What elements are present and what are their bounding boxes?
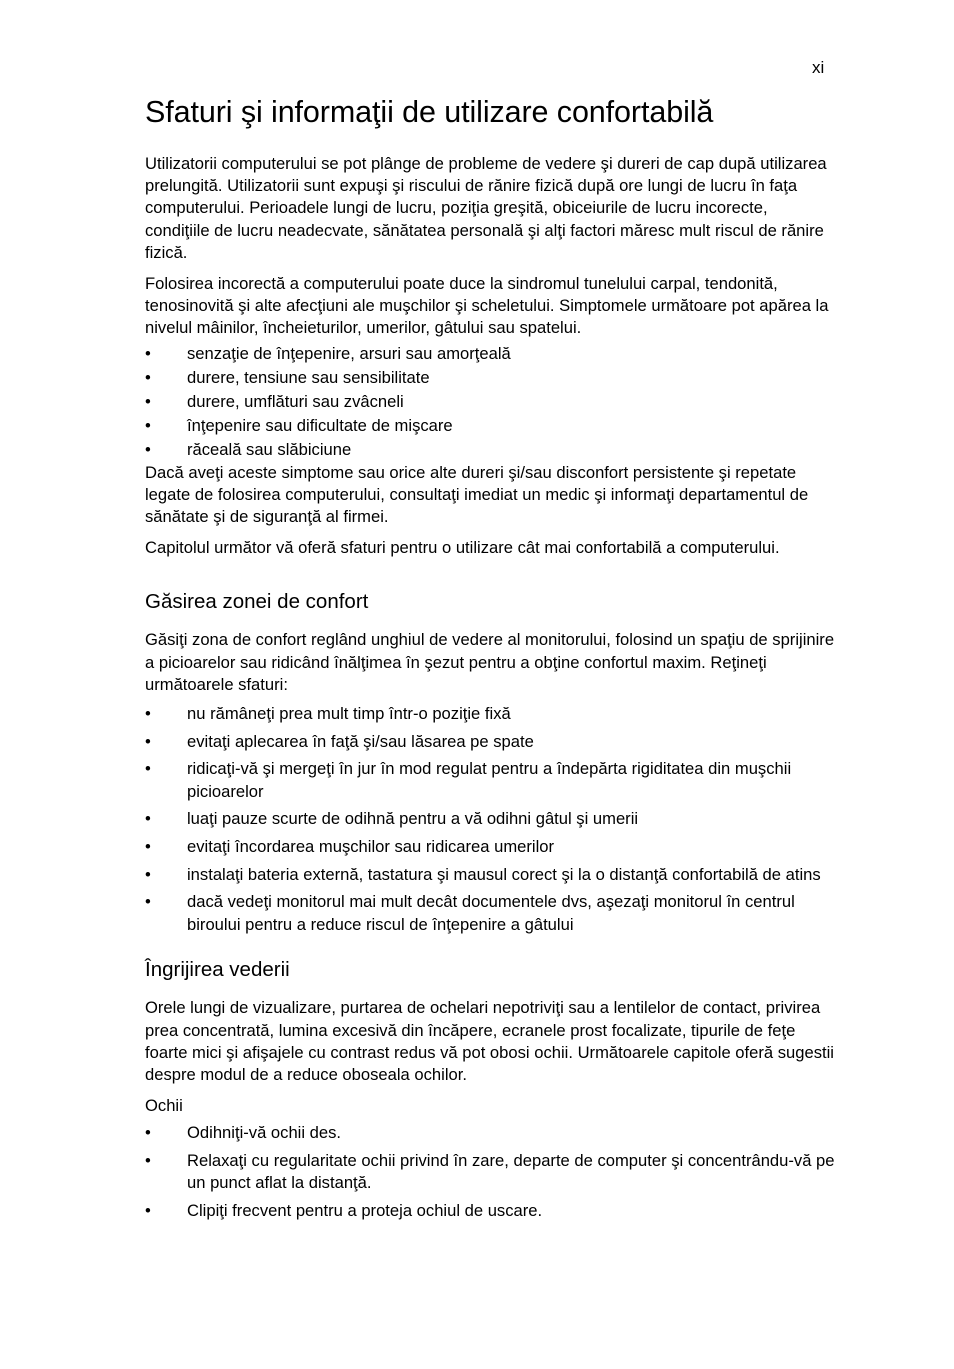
bullet-icon: • [145, 440, 151, 460]
page-number: xi [812, 58, 825, 77]
bullet-icon: • [145, 1201, 151, 1221]
bullet-icon: • [145, 731, 151, 751]
bullet-icon: • [145, 343, 151, 363]
list-item: • luaţi pauze scurte de odihnă pentru a vă odihni gâtul şi umerii [145, 808, 835, 830]
section-heading-vision: Îngrijirea vederii [145, 958, 290, 982]
bullet-icon: • [145, 759, 151, 779]
list-item: • Odihniţi-vă ochii des. [145, 1122, 835, 1144]
eye-tips-list [145, 1122, 835, 1222]
intro-paragraph-4: Capitolul următor vă oferă sfaturi pentru o utilizare cât mai confortabilă a computerului. [145, 538, 780, 558]
list-item: • durere, tensiune sau sensibilitate [145, 367, 835, 389]
section-heading-comfort: Găsirea zonei de confort [145, 590, 369, 614]
list-item: • răceală sau slăbiciune [145, 439, 835, 461]
list-item: • nu rămâneţi prea mult timp într-o poziţie fixă [145, 703, 835, 725]
list-item: • instalaţi bateria externă, tastatura şi mausul corect şi la o distanţă confortabilă de atins [145, 864, 835, 886]
vision-subheading: Ochii [145, 1096, 183, 1116]
bullet-icon: • [145, 837, 151, 857]
list-item: • ridicaţi-vă şi mergeţi în jur în mod regulat pentru a îndepărta rigiditatea din muşchii picioarelor [145, 759, 792, 801]
list-item: • evitaţi aplecarea în faţă şi/sau lăsarea pe spate [145, 731, 835, 753]
comfort-paragraph: Găsiţi zona de confort reglând unghiul de vedere al monitorului, folosind un spaţiu de sprijinire a picioarelor sau ridicând înălţimea în şezut pentru a obţine confortul maxim. Reţineţi următoarele sfaturi: [145, 630, 835, 694]
bullet-icon: • [145, 864, 151, 884]
intro-paragraph-2: Folosirea incorectă a computerului poate duce la sindromul tunelului carpal, tendonită, tenosinovită şi alte afecţiuni ale muşchilor şi scheletului. Simptomele următoare pot apărea la nivelul mâinilor, încheieturilor, umerilor, gâtului sau spatelui. [145, 274, 829, 338]
list-item: • dacă vedeţi monitorul mai mult decât documentele dvs, aşezaţi monitorul în centrul biroului pentru a reduce riscul de înţepenire a gâtului [145, 892, 795, 934]
bullet-icon: • [145, 704, 151, 724]
intro-paragraph-1: Utilizatorii computerului se pot plânge de probleme de vedere şi dureri de cap după utilizarea prelungită. Utilizatorii sunt expuşi şi riscului de rănire fizică după ore lungi de lucru în faţa computerului. Perioadele lungi de lucru, poziţia greşită, obiceiurile de lucru incorecte, condiţiile de lucru neadecvate, sănătatea personală şi alţi factori măresc mult riscul de rănire fizică. [145, 154, 827, 262]
bullet-icon: • [145, 1151, 151, 1171]
bullet-icon: • [145, 892, 151, 912]
document-body [145, 92, 835, 1228]
vision-paragraph: Orele lungi de vizualizare, purtarea de ochelari nepotriviţi sau a lentilelor de contact, privirea prea concentrată, lumina excesivă din încăpere, ecranele prost focalizate, tipurile de feţe foarte mici şi afişajele cu contrast redus vă pot obosi ochii. Următoarele capitole oferă sugestii despre modul de a reduce oboseala ochilor. [145, 998, 834, 1084]
list-item: • evitaţi încordarea muşchilor sau ridicarea umerilor [145, 836, 835, 858]
page-title: Sfaturi şi informaţii de utilizare confortabilă [145, 95, 714, 129]
bullet-icon: • [145, 809, 151, 829]
list-item: • durere, umflături sau zvâcneli [145, 391, 835, 413]
bullet-icon: • [145, 1123, 151, 1143]
list-item: • Clipiţi frecvent pentru a proteja ochiul de uscare. [145, 1200, 835, 1222]
symptoms-list [145, 343, 835, 462]
bullet-icon: • [145, 367, 151, 387]
intro-paragraph-3: Dacă aveţi aceste simptome sau orice alte dureri şi/sau disconfort persistente şi repetate legate de folosirea computerului, consultaţi imediat un medic şi informaţi departamentul de sănătate şi de siguranţă al firmei. [145, 462, 809, 527]
bullet-icon: • [145, 416, 151, 436]
list-item: • înţepenire sau dificultate de mişcare [145, 415, 835, 437]
list-item: • senzaţie de înţepenire, arsuri sau amorţeală [145, 343, 835, 365]
bullet-icon: • [145, 392, 151, 412]
list-item: • Relaxaţi cu regularitate ochii privind în zare, departe de computer şi concentrându-vă pe un punct aflat la distanţă. [145, 1151, 835, 1193]
comfort-tips-list [145, 703, 835, 936]
